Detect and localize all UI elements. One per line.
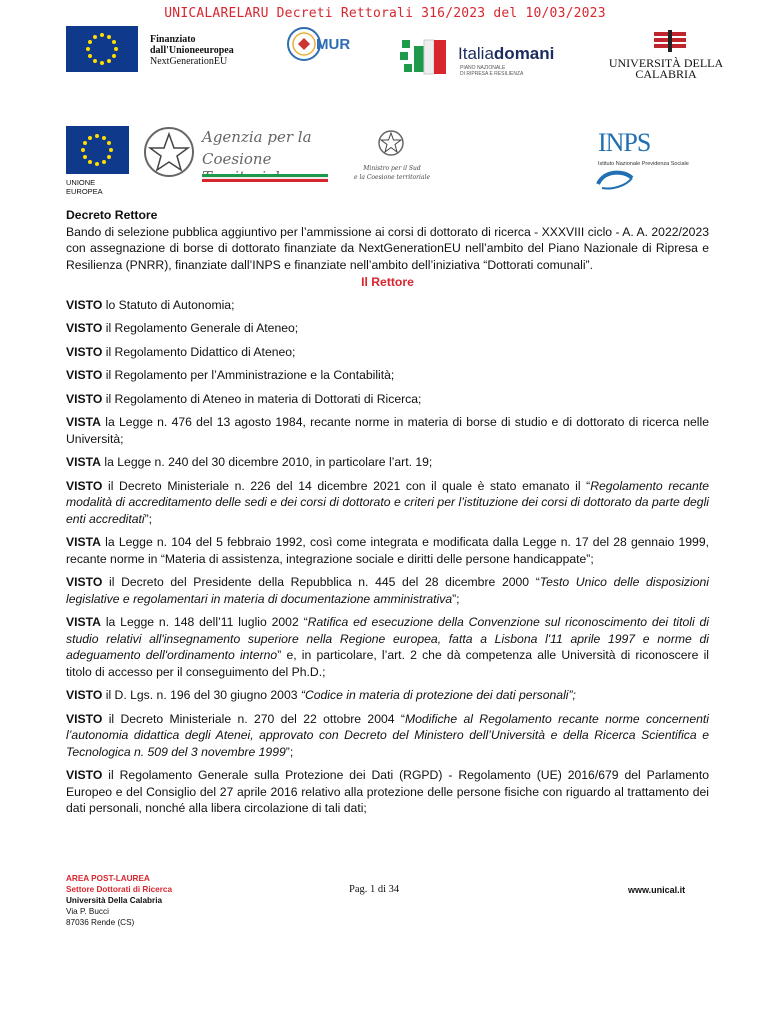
inps-sub: Istituto Nazionale Previdenza Sociale	[598, 161, 689, 167]
page-number: Pag. 1 di 34	[349, 884, 400, 895]
italiadomani-sub1: PIANO NAZIONALE	[460, 65, 506, 71]
visto-paragraph: VISTO il Decreto Ministeriale n. 226 del 14 dicembre 2021 con il quale è stato emanato il “Regolamento recante modalità di accreditamento delle sedi e dei corsi di dottorato e criteri per l’istituzione dei corsi di dottorato da parte degli enti accreditati”;	[66, 478, 709, 526]
visto-paragraph: VISTO lo Statuto di Autonomia;	[66, 297, 235, 312]
unione-europea-logo	[66, 126, 130, 196]
unione-europea-label: UNIONE EUROPEA	[66, 178, 103, 196]
decree-heading: Decreto Rettore	[66, 208, 158, 222]
mur-label: MUR	[316, 36, 351, 53]
eu-funding-logo	[66, 26, 256, 72]
mur-logo	[284, 22, 352, 74]
visto-paragraph: VISTO il Regolamento per l’Amministrazione e la Contabilità;	[66, 368, 395, 382]
visto-paragraph: VISTO il Decreto Ministeriale n. 270 del 22 ottobre 2004 “Modifiche al Regolamento recante norme concernenti l’autonomia didattica degli Atenei, approvato con Decreto del Ministero dell’Università e della Ricerca Scientifica e Tecnologica n. 509 del 3 novembre 1999”;	[66, 711, 709, 759]
italia-flag-icon	[398, 36, 454, 78]
decree-title: Il Rettore	[361, 275, 414, 289]
footer-universita: Università Della Calabria	[66, 896, 163, 905]
unical-emblem-icon	[650, 30, 690, 56]
decree-body	[66, 207, 709, 824]
eu-funding-line2: dall'Unioneeuropea	[150, 45, 234, 56]
eu-flag-icon	[66, 126, 129, 174]
inps-logo	[594, 128, 714, 190]
italia-word: Italia	[458, 44, 494, 63]
footer-website: www.unical.it	[628, 885, 686, 895]
republic-star-icon	[376, 128, 406, 158]
visto-paragraph: VISTO il Decreto del Presidente della Repubblica n. 445 del 28 dicembre 2000 “Testo Unico delle disposizioni legislative e regolamentari in materia di documentazione amministrativa”;	[66, 575, 710, 606]
protocol-stamp: UNICALARELARU Decreti Rettorali 316/2023 del 10/03/2023	[164, 6, 606, 21]
ministro-sud-logo	[350, 128, 434, 188]
visto-paragraph: VISTO il D. Lgs. n. 196 del 30 giugno 2003 “Codice in materia di protezione dei dati personali”;	[66, 688, 576, 702]
unical-line2: CALABRIA	[635, 67, 697, 81]
ministro-line2: e la Coesione territoriale	[353, 174, 431, 181]
visto-paragraph: VISTO il Regolamento Generale di Ateneo;	[66, 321, 299, 335]
unical-logo	[606, 30, 726, 82]
decree-intro: Bando di selezione pubblica aggiuntivo per l’ammissione ai corsi di dottorato di ricerca - XXXVIII ciclo - A. A. 2022/2023 con assegnazione di borse di dottorato finanziate da NextGenerationEU nell’ambito del Piano Nazionale di Ripresa e Resilienza (PNRR), finanziate dall’INPS e finanziate nell’ambito dell’iniziativa “Dottorati comunali”.	[66, 224, 709, 272]
unical-line1: UNIVERSITÀ DELLA	[608, 56, 724, 70]
eu-flag-icon	[66, 26, 138, 72]
agenzia-coesione-logo	[142, 122, 332, 186]
inps-swirl-icon	[594, 168, 638, 192]
footer-via: Via P. Bucci	[66, 907, 109, 916]
eu-funding-line1: Finanziato	[150, 34, 196, 45]
footer-area: AREA POST-LAUREA	[66, 874, 150, 883]
eu-funding-line3: NextGenerationEU	[150, 56, 228, 67]
visto-paragraph: VISTO il Regolamento Didattico di Ateneo;	[66, 344, 296, 359]
agenzia-line2: Coesione	[202, 150, 272, 168]
visto-paragraph: VISTA la Legge n. 104 del 5 febbraio 1992, così come integrata e modificata dalla Legge n. 17 del 28 gennaio 1999, recante norme in “Materia di assistenza, integrazione sociale e diritti delle persone handicappate”;	[66, 535, 709, 566]
visto-paragraph: VISTA la Legge n. 148 dell’11 luglio 2002 “Ratifica ed esecuzione della Convenzione sul riconoscimento dei titoli di studio relativi all'insegnamento superiore nella Regione europea, fatta a Lisbona l'11 aprile 1997 e norme di adeguamento dell'ordinamento interno” e, in particolare, l’art. 2 che dà competenza alle Università di riconoscere il titolo di accesso per il conseguimento del Ph.D.;	[66, 615, 710, 679]
italiadomani-sub2: DI RIPRESA E RESILIENZA	[460, 71, 524, 77]
visto-paragraph: VISTO il Regolamento Generale sulla Protezione dei Dati (RGPD) - Regolamento (UE) 2016/679 del Parlamento Europeo e del Consiglio del 27 aprile 2016 relativo alla protezione delle persone fisiche con riguardo al trattamento dei dati personali, nonché alla libera circolazione di tali dati;	[66, 768, 709, 815]
footer-cap: 87036 Rende (CS)	[66, 918, 135, 927]
visto-paragraph: VISTA la Legge n. 476 del 13 agosto 1984, recante norme in materia di borse di studio e di dottorato di ricerca nelle Università;	[66, 415, 709, 446]
visto-paragraph: VISTO il Regolamento di Ateneo in materia di Dottorati di Ricerca;	[66, 391, 422, 406]
footer-settore: Settore Dottorati di Ricerca	[66, 885, 173, 894]
footer-address	[66, 873, 172, 928]
agenzia-line1: Agenzia per la	[202, 128, 312, 146]
domani-word: domani	[493, 44, 555, 63]
visto-paragraph: VISTA la Legge n. 240 del 30 dicembre 2010, in particolare l’art. 19;	[66, 455, 433, 469]
italian-republic-emblem-icon	[142, 122, 196, 184]
inps-label: INPS	[598, 128, 651, 157]
italiadomani-logo	[398, 36, 563, 80]
ministro-line1: Ministro per il Sud	[363, 165, 421, 172]
